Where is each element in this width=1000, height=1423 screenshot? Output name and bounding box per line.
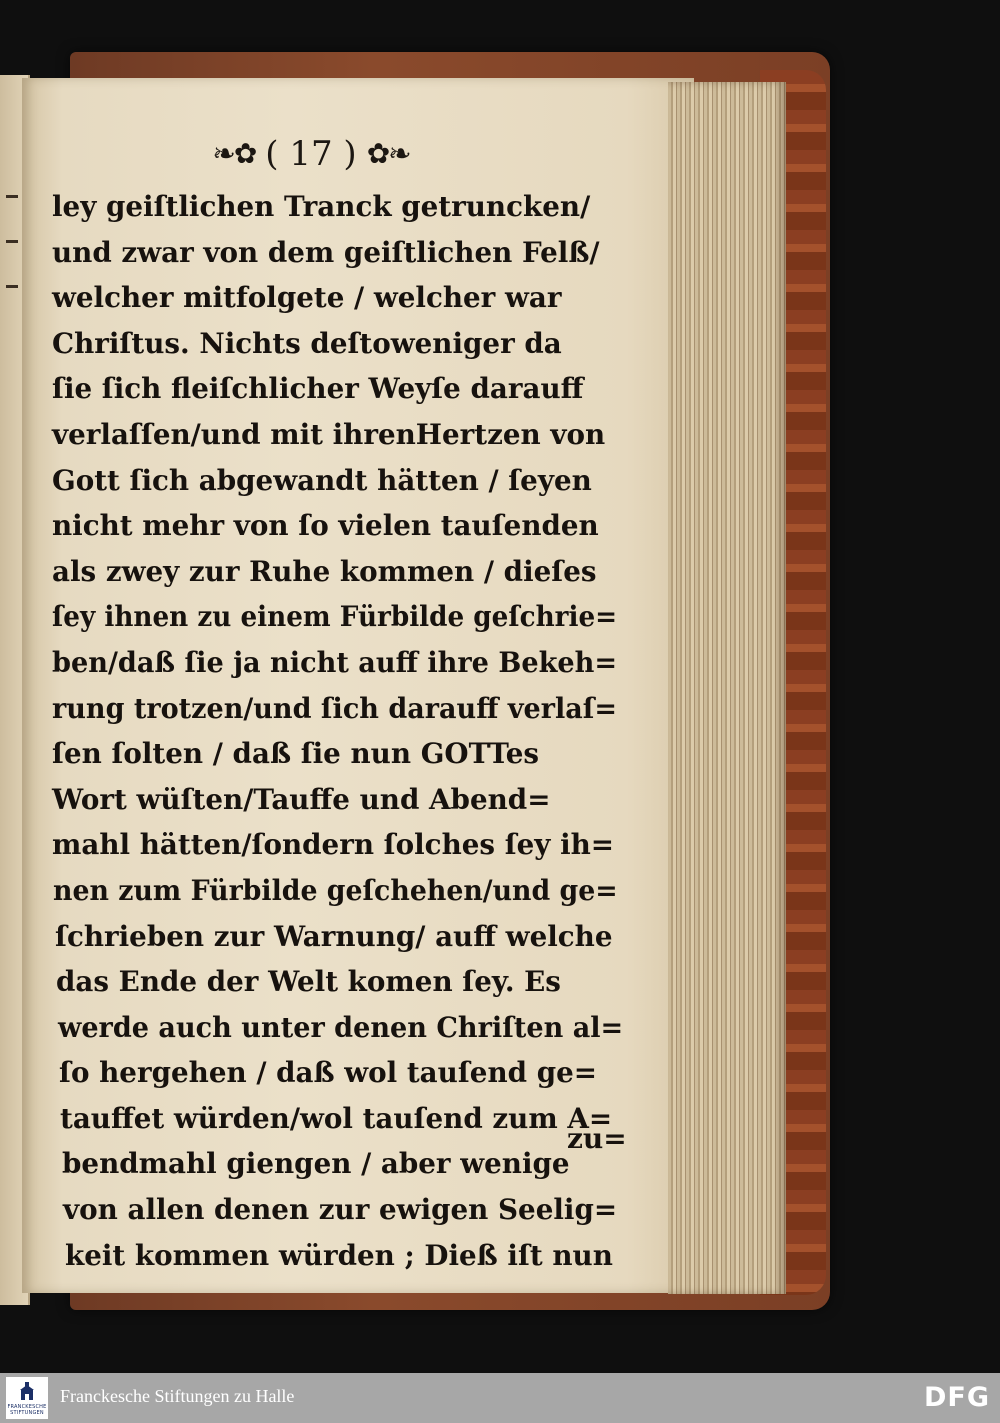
text-line: ſo hergehen / daß wol tauſend ge= (59, 1056, 598, 1090)
previous-page-ink-mark (6, 285, 18, 288)
text-line: Wort wüſten/Tauffe und Abend= (52, 782, 551, 816)
ornament-right-icon: ✿❧ (366, 137, 410, 170)
ornament-left-icon: ❧✿ (212, 137, 256, 170)
previous-page-ink-mark (6, 240, 18, 243)
text-line: rung trotzen/und ſich darauff verlaſ= (52, 691, 618, 725)
catchword: zu= (567, 1122, 627, 1155)
text-line: ley geiſtlichen Tranck getruncken/ (52, 190, 591, 223)
institution-logo (6, 1377, 48, 1419)
text-line: ſey ihnen zu einem Fürbilde geſchrie= (52, 600, 618, 634)
text-line: tauffet würden/wol tauſend zum A= (60, 1101, 613, 1135)
logo-text-line-1: FRANCKESCHE (7, 1404, 47, 1410)
logo-text-line-2: STIFTUNGEN (10, 1410, 44, 1416)
footer-bar (0, 1373, 1000, 1423)
text-line: ſchrieben zur Warnung/ auff welche (54, 919, 613, 953)
text-line: Gott ſich abgewandt hätten / ſeyen (52, 463, 592, 497)
text-line: nicht mehr von ſo vielen tauſenden (52, 509, 599, 543)
text-line: welcher mitfolgete / welcher war (52, 281, 562, 315)
text-line: von allen denen zur ewigen Seelig= (63, 1193, 618, 1227)
text-line: ſie ſich fleiſchlicher Weyſe darauff (52, 372, 584, 406)
text-line: werde auch unter denen Chriſten al= (57, 1010, 623, 1044)
page-number: ( 17 ) (265, 134, 357, 174)
text-line: bendmahl giengen / aber wenige (61, 1147, 570, 1181)
text-line: ben/daß ſie ja nicht auff ihre Bekeh= (52, 645, 618, 679)
institution-name[interactable]: Franckesche Stiftungen zu Halle (60, 1386, 295, 1406)
text-line: als zwey zur Ruhe kommen / dieſes (52, 554, 597, 588)
text-line: nen zum Fürbilde geſchehen/und ge= (53, 873, 619, 907)
text-line: das Ende der Welt komen ſey. Es (56, 965, 562, 999)
text-line: ſen ſolten / daß ſie nun GOTTes (52, 737, 540, 771)
text-line: keit kommen würden ; Dieß iſt nun (64, 1238, 613, 1272)
previous-page-ink-mark (6, 195, 18, 198)
text-line: verlaſſen/und mit ihrenHertzen von (52, 417, 606, 451)
dfg-logo[interactable]: DFG (923, 1382, 990, 1413)
page-header (196, 130, 426, 178)
text-line: mahl hätten/ſondern ſolches ſey ih= (52, 828, 615, 862)
page-fore-edge (668, 82, 786, 1294)
text-line: und zwar von dem geiſtlichen Felß/ (52, 235, 600, 269)
text-line: Chriſtus. Nichts deſtoweniger da (52, 326, 562, 360)
orphanage-emblem-icon (16, 1380, 38, 1404)
page-text (52, 184, 622, 1278)
